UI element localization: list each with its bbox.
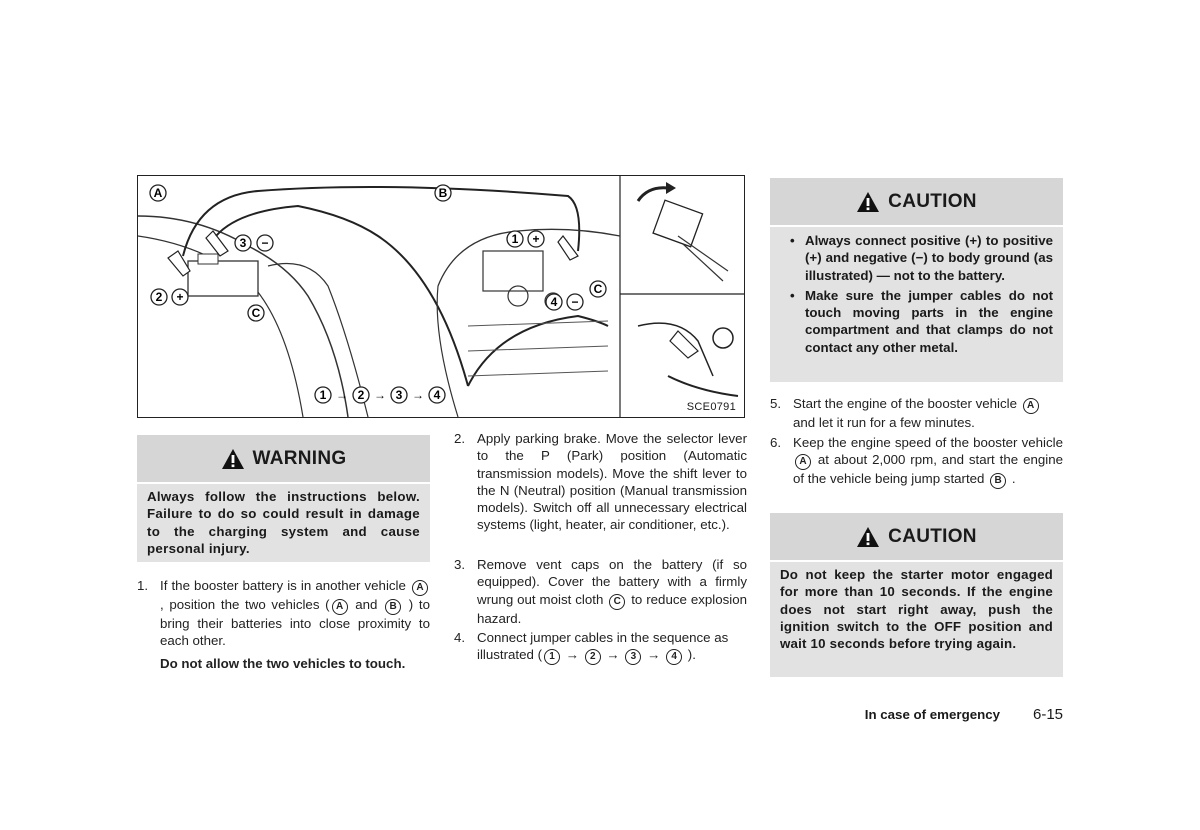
caution-body-2: Do not keep the starter motor engaged for more than 10 seconds. If the engine does not start right away, push the ignition switch to the OFF position and wait 10 seconds before trying again. bbox=[770, 562, 1063, 677]
step-number: 5. bbox=[770, 396, 782, 411]
warning-title: WARNING bbox=[252, 447, 347, 469]
svg-text:+: + bbox=[176, 290, 184, 304]
jump-start-diagram bbox=[138, 176, 744, 417]
warning-header bbox=[137, 435, 430, 482]
label-2-plus bbox=[151, 289, 188, 305]
warning-body: Always follow the instructions below. Failure to do so could result in damage to the charging system and cause personal injury. bbox=[137, 484, 430, 562]
svg-text:3: 3 bbox=[239, 236, 247, 250]
label-c-cloth-right bbox=[590, 281, 606, 297]
svg-text:C: C bbox=[251, 306, 261, 320]
step-2 bbox=[454, 430, 747, 555]
svg-text:B: B bbox=[438, 186, 448, 200]
badge-c: C bbox=[609, 594, 625, 610]
badge-b: B bbox=[385, 599, 401, 615]
badge-a: A bbox=[332, 599, 348, 615]
step-text: Remove vent caps on the battery (if so equipped). Cover the battery with a firmly wrung out moist cloth C to reduce explosion hazard. bbox=[477, 557, 747, 626]
svg-text:1: 1 bbox=[319, 388, 327, 402]
caution-title: CAUTION bbox=[888, 525, 977, 547]
svg-text:−: − bbox=[571, 295, 579, 309]
step-4 bbox=[454, 629, 747, 669]
step-text: Keep the engine speed of the booster vehicle A at about 2,000 rpm, and start the engine of the vehicle being jump started B . bbox=[793, 434, 1063, 489]
badge-b: B bbox=[990, 473, 1006, 489]
label-4-minus bbox=[546, 294, 583, 310]
page-number: 6-15 bbox=[1033, 706, 1064, 723]
section-title: In case of emergency bbox=[864, 707, 1000, 722]
svg-text:1: 1 bbox=[511, 232, 519, 246]
badge-1: 1 bbox=[544, 649, 560, 665]
step-number: 4. bbox=[454, 630, 466, 645]
caution-title: CAUTION bbox=[888, 190, 977, 212]
svg-text:2: 2 bbox=[357, 388, 365, 402]
warning-icon bbox=[221, 448, 245, 470]
svg-text:4: 4 bbox=[550, 295, 558, 309]
badge-2: 2 bbox=[585, 649, 601, 665]
label-a-booster bbox=[150, 185, 166, 201]
badge-4: 4 bbox=[666, 649, 682, 665]
label-1-plus bbox=[507, 231, 544, 247]
svg-text:A: A bbox=[153, 186, 163, 200]
caution-body-1 bbox=[770, 227, 1063, 382]
svg-text:4: 4 bbox=[433, 388, 441, 402]
svg-text:2: 2 bbox=[155, 290, 163, 304]
caution-header-2 bbox=[770, 513, 1063, 560]
badge-a: A bbox=[1023, 398, 1039, 414]
step-6 bbox=[770, 434, 1063, 506]
svg-text:→: → bbox=[336, 388, 348, 402]
caution-header-1 bbox=[770, 178, 1063, 225]
badge-a: A bbox=[412, 580, 428, 596]
step-number: 1. bbox=[137, 578, 149, 593]
step-1 bbox=[137, 577, 431, 671]
step-text: Start the engine of the booster vehicle A and let it run for a few minutes. bbox=[793, 395, 1063, 431]
caution-icon bbox=[856, 526, 880, 548]
step-text: Apply parking brake. Move the selector lever to the P (Park) position (Automatic transmission models). Move the shift lever to the N (Neutral) position (Manual transmission models). Switch off all unnecessary electrical systems (light, heater, air conditioner, etc.). bbox=[477, 431, 747, 533]
badge-a: A bbox=[795, 454, 811, 470]
step-number: 3. bbox=[454, 557, 466, 572]
svg-text:→: → bbox=[412, 388, 424, 402]
figure-code: SCE0791 bbox=[686, 401, 736, 413]
svg-text:−: − bbox=[261, 236, 269, 250]
step-3 bbox=[454, 556, 747, 626]
step-number: 6. bbox=[770, 435, 782, 450]
svg-text:→: → bbox=[374, 388, 386, 402]
step-number: 2. bbox=[454, 431, 466, 446]
step-text: If the booster battery is in another vehicle A , position the two vehicles ( A and B ) to bring their batteries into close proximity to each other. Do not allow the two vehicles to touch. bbox=[160, 578, 431, 671]
caution-item: • Make sure the jumper cables do not touch moving parts in the engine compartment and that clamps do not contact any other metal. bbox=[780, 287, 1053, 356]
step-5 bbox=[770, 395, 1063, 431]
step-text: Connect jumper cables in the sequence as illustrated ( 1 → 2 → 3 → 4 ). bbox=[477, 629, 747, 665]
label-c-cloth-left bbox=[248, 305, 264, 321]
jump-start-illustration bbox=[137, 175, 745, 418]
label-b-disabled-vehicle bbox=[435, 185, 451, 201]
connection-sequence bbox=[315, 387, 445, 403]
step-1-note: Do not allow the two vehicles to touch. bbox=[160, 655, 406, 671]
svg-text:3: 3 bbox=[395, 388, 403, 402]
svg-text:+: + bbox=[532, 232, 540, 246]
caution-item: • Always connect positive (+) to positive (+) and negative (−) to body ground (as illustrated) — not to the battery. bbox=[780, 232, 1053, 284]
badge-3: 3 bbox=[625, 649, 641, 665]
caution-list bbox=[780, 232, 1053, 356]
svg-text:C: C bbox=[593, 282, 603, 296]
caution-icon bbox=[856, 191, 880, 213]
